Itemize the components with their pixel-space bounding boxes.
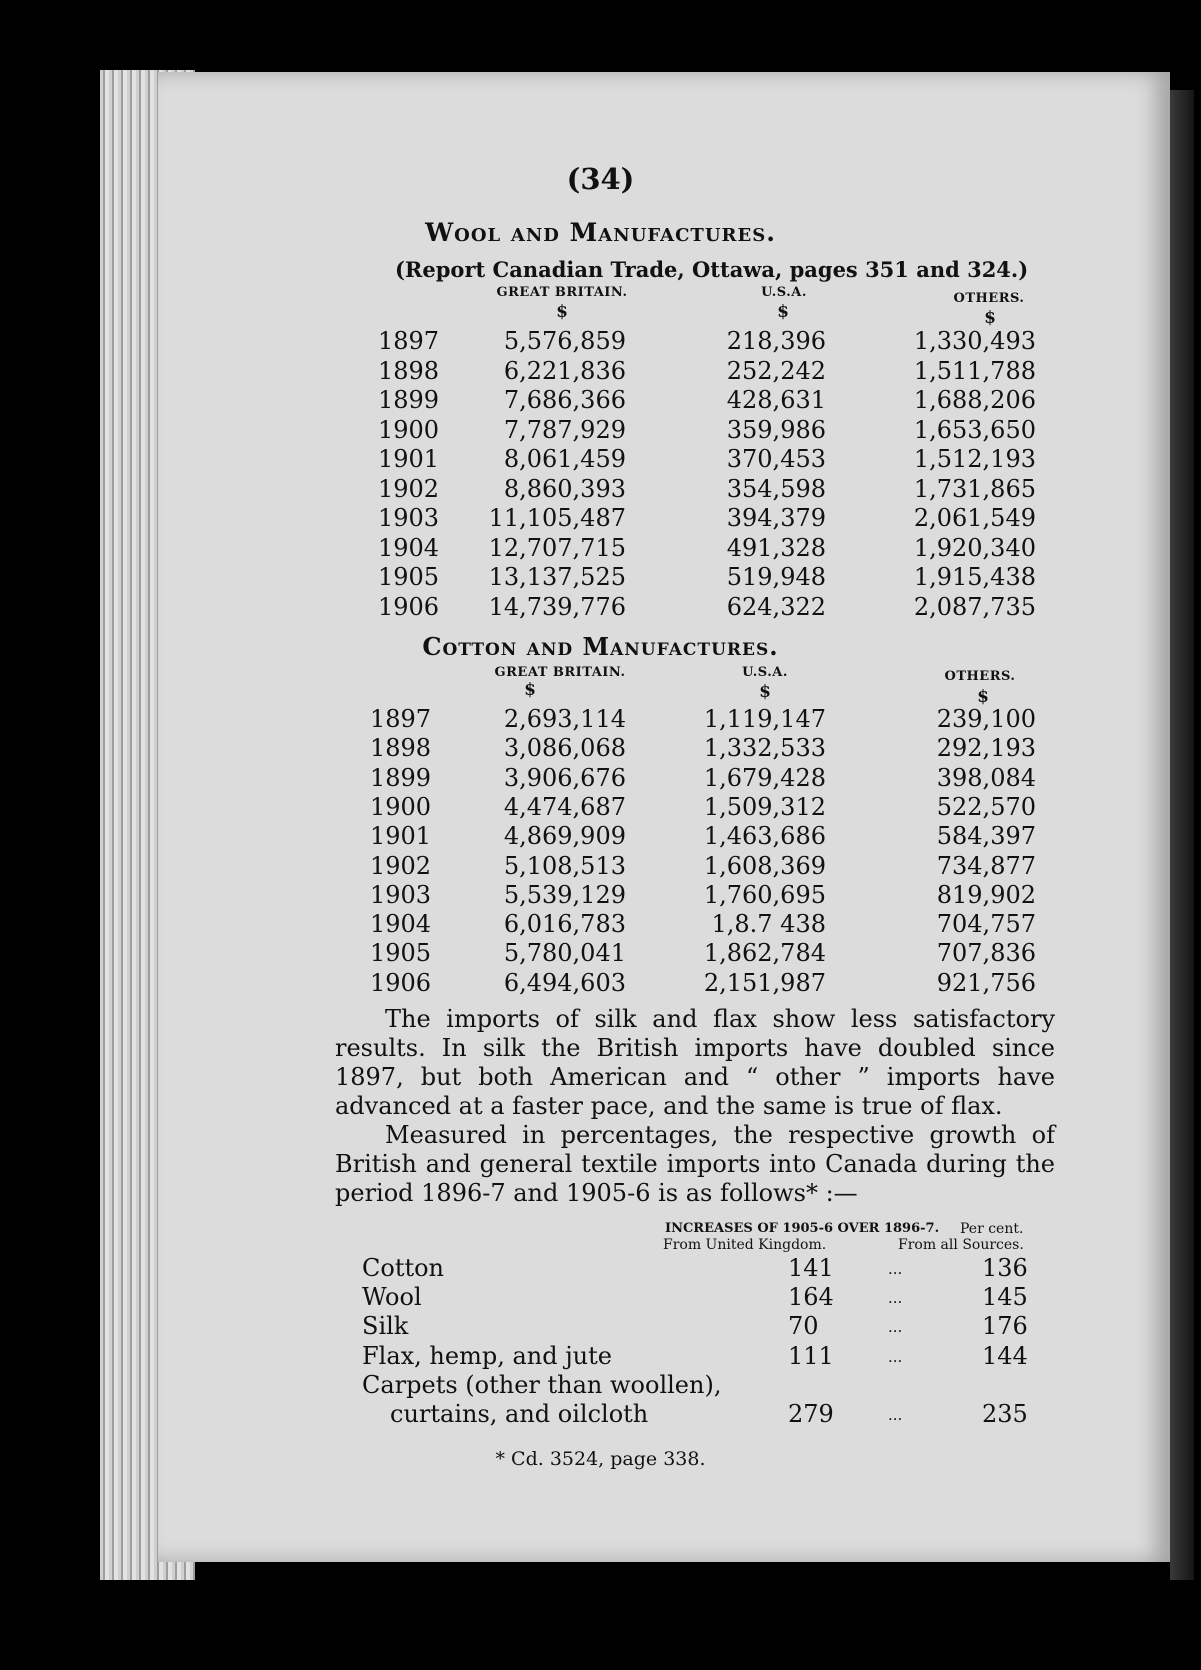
others-cell: 704,757: [936, 910, 1036, 939]
year-cell: 1898: [370, 734, 432, 763]
usa-cell: 1,608,369: [703, 851, 826, 880]
year-cell: 1905: [370, 939, 432, 968]
all-sources-percent: 144: [982, 1342, 1028, 1370]
usa-cell: 1,463,686: [703, 822, 826, 851]
increase-row: [0, 1371, 1201, 1401]
others-cell: 1,915,438: [913, 563, 1036, 591]
uk-percent: 111: [788, 1342, 834, 1370]
cotton-title: Cotton and Manufactures.: [422, 632, 779, 661]
cotton-row: [0, 852, 1201, 881]
wool-title: Wool and Manufactures.: [425, 218, 776, 247]
all-sources-percent: 145: [982, 1283, 1028, 1311]
paragraph-percentages: Measured in percentages, the respective growth of British and general textile imports into Canada during the period 1896-7 and 1905-6 is as follows* :—: [335, 1121, 1055, 1207]
great-britain-cell: 5,576,859: [503, 327, 626, 355]
wool-row: [0, 445, 1201, 474]
usa-cell: 624,322: [726, 592, 826, 621]
cotton-col-gb: GREAT BRITAIN.: [494, 665, 626, 680]
others-cell: 1,920,340: [913, 533, 1036, 562]
usa-cell: 394,379: [726, 504, 826, 532]
all-sources-percent: 235: [982, 1400, 1028, 1428]
great-britain-cell: 11,105,487: [488, 504, 626, 532]
others-cell: 1,330,493: [913, 327, 1036, 355]
usa-cell: 1,760,695: [703, 880, 826, 909]
ellipsis: ...: [888, 1289, 903, 1307]
others-cell: 734,877: [936, 851, 1036, 880]
great-britain-cell: 5,539,129: [503, 880, 626, 909]
usa-cell: 1,119,147: [703, 705, 826, 733]
great-britain-cell: 5,108,513: [503, 851, 626, 880]
others-cell: 707,836: [936, 939, 1036, 968]
col-from-uk: From United Kingdom.: [663, 1237, 827, 1253]
wool-row: [0, 593, 1201, 622]
great-britain-cell: 14,739,776: [488, 592, 626, 621]
cotton-dollar-others: $: [977, 687, 989, 707]
wool-row: [0, 416, 1201, 445]
page-number: (34): [566, 162, 635, 196]
great-britain-cell: 7,686,366: [503, 386, 626, 414]
usa-cell: 1,8.7 438: [711, 910, 826, 939]
cotton-row: [0, 734, 1201, 763]
cotton-row: [0, 822, 1201, 851]
great-britain-cell: 12,707,715: [488, 533, 626, 562]
paragraph-silk-flax: The imports of silk and flax show less satisfactory results. In silk the British imports have doubled since 1897, but both American and “ other ” imports have advanced at a faster pace, and the same is true of flax.: [335, 1005, 1055, 1120]
increase-row: [0, 1283, 1201, 1313]
wool-col-others: OTHERS.: [953, 291, 1025, 306]
year-cell: 1905: [378, 563, 440, 591]
category-label: Cotton: [362, 1254, 445, 1282]
ellipsis: ...: [888, 1260, 903, 1278]
year-cell: 1903: [378, 504, 440, 532]
category-label: Silk: [362, 1312, 409, 1340]
increase-row: [0, 1312, 1201, 1342]
year-cell: 1897: [370, 705, 432, 733]
year-cell: 1898: [378, 356, 440, 385]
wool-row: [0, 357, 1201, 386]
col-from-all: From all Sources.: [898, 1237, 1024, 1253]
usa-cell: 370,453: [726, 445, 826, 473]
footnote: * Cd. 3524, page 338.: [495, 1448, 706, 1470]
per-cent-label: Per cent.: [960, 1221, 1024, 1237]
cotton-row: [0, 793, 1201, 822]
others-cell: 921,756: [936, 968, 1036, 997]
year-cell: 1899: [370, 763, 432, 792]
great-britain-cell: 4,869,909: [503, 822, 626, 851]
increase-row: [0, 1400, 1201, 1430]
usa-cell: 1,679,428: [703, 763, 826, 792]
cotton-row: [0, 764, 1201, 793]
category-label: Carpets (other than woollen),: [362, 1371, 722, 1399]
wool-row: [0, 386, 1201, 415]
year-cell: 1899: [378, 386, 440, 414]
increase-row: [0, 1254, 1201, 1284]
others-cell: 398,084: [936, 763, 1036, 792]
usa-cell: 2,151,987: [703, 968, 826, 997]
wool-dollar-others: $: [984, 308, 996, 328]
wool-col-usa: U.S.A.: [761, 285, 807, 300]
cotton-dollar-gb: $: [524, 680, 536, 700]
usa-cell: 519,948: [726, 563, 826, 591]
usa-cell: 428,631: [726, 386, 826, 414]
wool-row: [0, 534, 1201, 563]
great-britain-cell: 2,693,114: [503, 705, 626, 733]
others-cell: 819,902: [936, 880, 1036, 909]
cotton-col-others: OTHERS.: [944, 669, 1016, 684]
ellipsis: ...: [888, 1348, 903, 1366]
year-cell: 1904: [370, 910, 432, 939]
usa-cell: 218,396: [726, 327, 826, 355]
usa-cell: 359,986: [726, 415, 826, 444]
year-cell: 1897: [378, 327, 440, 355]
cotton-row: [0, 910, 1201, 939]
cotton-row: [0, 939, 1201, 968]
body-text: [335, 1005, 1055, 1208]
wool-source: (Report Canadian Trade, Ottawa, pages 351 and 324.): [395, 257, 1029, 282]
great-britain-cell: 7,787,929: [503, 415, 626, 444]
others-cell: 522,570: [936, 792, 1036, 821]
increase-row: [0, 1342, 1201, 1372]
wool-row: [0, 563, 1201, 592]
great-britain-cell: 6,494,603: [503, 968, 626, 997]
great-britain-cell: 6,221,836: [503, 356, 626, 385]
others-cell: 239,100: [936, 705, 1036, 733]
wool-row: [0, 475, 1201, 504]
year-cell: 1901: [370, 822, 432, 851]
great-britain-cell: 6,016,783: [503, 910, 626, 939]
wool-row: [0, 327, 1201, 356]
cotton-dollar-usa: $: [759, 682, 771, 702]
wool-dollar-gb: $: [556, 302, 568, 322]
year-cell: 1901: [378, 445, 440, 473]
great-britain-cell: 13,137,525: [488, 563, 626, 591]
increases-header: INCREASES OF 1905-6 OVER 1896-7.: [665, 1221, 940, 1236]
wool-row: [0, 504, 1201, 533]
year-cell: 1906: [378, 592, 440, 621]
usa-cell: 1,332,533: [703, 734, 826, 763]
great-britain-cell: 4,474,687: [503, 792, 626, 821]
cotton-row: [0, 969, 1201, 998]
others-cell: 292,193: [936, 734, 1036, 763]
all-sources-percent: 176: [982, 1312, 1028, 1340]
great-britain-cell: 3,906,676: [503, 763, 626, 792]
year-cell: 1904: [378, 533, 440, 562]
others-cell: 2,087,735: [913, 592, 1036, 621]
year-cell: 1902: [370, 851, 432, 880]
wool-dollar-usa: $: [777, 302, 789, 322]
great-britain-cell: 5,780,041: [503, 939, 626, 968]
year-cell: 1902: [378, 474, 440, 503]
others-cell: 2,061,549: [913, 504, 1036, 532]
category-label: Wool: [362, 1283, 422, 1311]
great-britain-cell: 3,086,068: [503, 734, 626, 763]
great-britain-cell: 8,860,393: [503, 474, 626, 503]
cotton-row: [0, 881, 1201, 910]
others-cell: 584,397: [936, 822, 1036, 851]
all-sources-percent: 136: [982, 1254, 1028, 1282]
year-cell: 1900: [370, 792, 432, 821]
usa-cell: 252,242: [726, 356, 826, 385]
usa-cell: 354,598: [726, 474, 826, 503]
category-label: Flax, hemp, and jute: [362, 1342, 612, 1370]
uk-percent: 164: [788, 1283, 834, 1311]
great-britain-cell: 8,061,459: [503, 445, 626, 473]
usa-cell: 491,328: [726, 533, 826, 562]
uk-percent: 279: [788, 1400, 834, 1428]
ellipsis: ...: [888, 1318, 903, 1336]
year-cell: 1900: [378, 415, 440, 444]
cotton-row: [0, 705, 1201, 734]
others-cell: 1,731,865: [913, 474, 1036, 503]
others-cell: 1,512,193: [913, 445, 1036, 473]
uk-percent: 70: [788, 1312, 819, 1340]
uk-percent: 141: [788, 1254, 834, 1282]
ellipsis: ...: [888, 1406, 903, 1424]
others-cell: 1,688,206: [913, 386, 1036, 414]
usa-cell: 1,862,784: [703, 939, 826, 968]
others-cell: 1,511,788: [913, 356, 1036, 385]
usa-cell: 1,509,312: [703, 792, 826, 821]
others-cell: 1,653,650: [913, 415, 1036, 444]
cotton-col-usa: U.S.A.: [742, 665, 788, 680]
category-label: curtains, and oilcloth: [390, 1400, 649, 1428]
year-cell: 1906: [370, 968, 432, 997]
year-cell: 1903: [370, 880, 432, 909]
wool-col-gb: GREAT BRITAIN.: [496, 285, 628, 300]
